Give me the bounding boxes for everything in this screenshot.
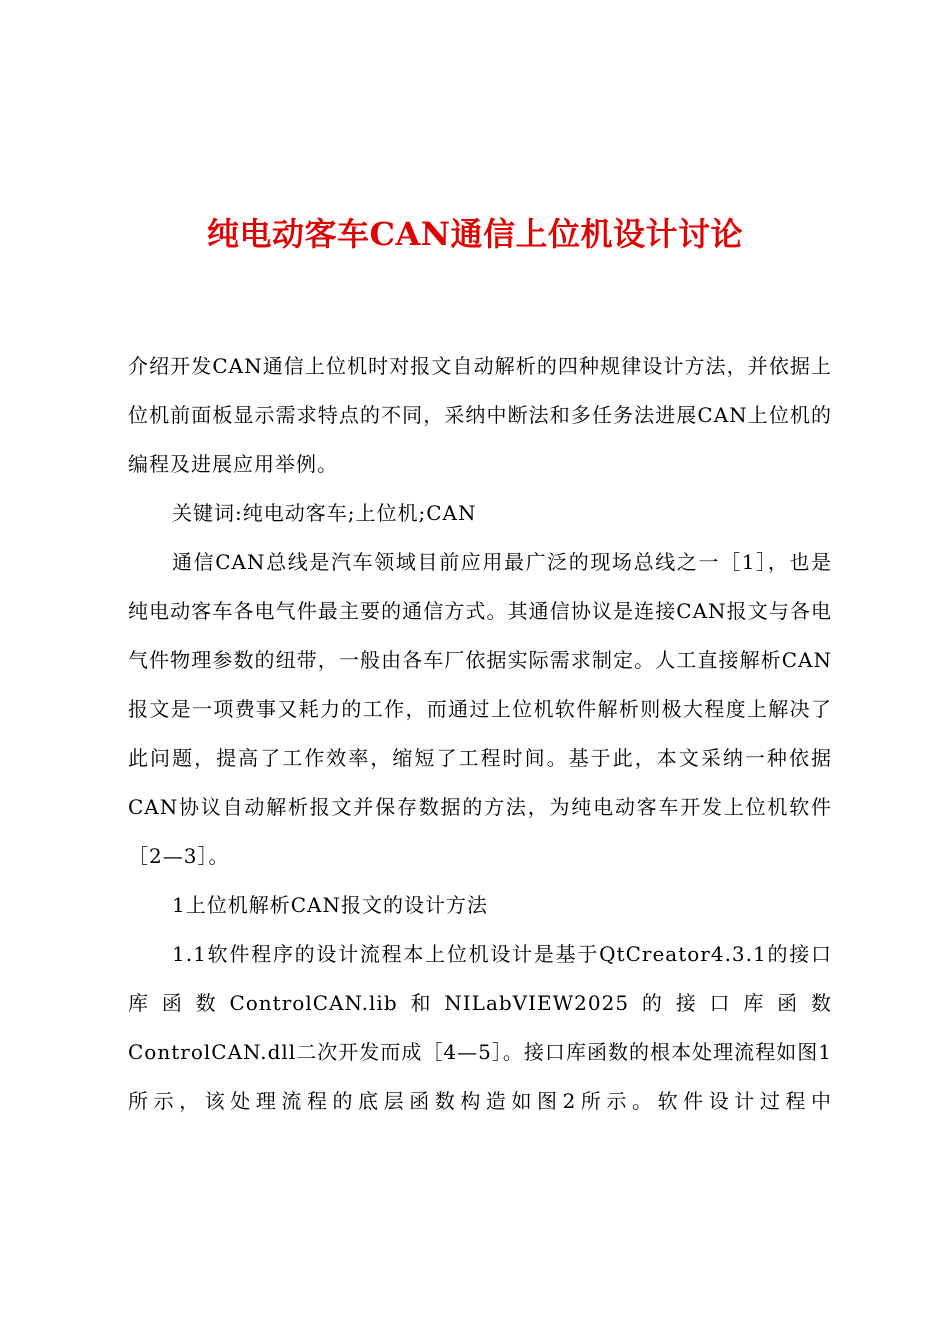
- section-heading-1: 1上位机解析CAN报文的设计方法: [172, 893, 488, 917]
- abstract-paragraph: 介绍开发CAN通信上位机时对报文自动解析的四种规律设计方法，并依据上位机前面板显示需求特点的不同，采纳中断法和多任务法进展CAN上位机的编程及进展应用举例。: [128, 354, 832, 476]
- document-title: 纯电动客车CAN通信上位机设计讨论: [206, 215, 744, 253]
- document-body: [128, 342, 832, 1126]
- keywords-paragraph: 关键词:纯电动客车;上位机;CAN: [172, 501, 477, 525]
- intro-paragraph: 通信CAN总线是汽车领域目前应用最广泛的现场总线之一［1］，也是纯电动客车各电气件最主要的通信方式。其通信协议是连接CAN报文与各电气件物理参数的纽带，一般由各车厂依据实际需求制定。人工直接解析CAN报文是一项费事又耗力的工作，而通过上位机软件解析则极大程度上解决了此问题，提高了工作效率，缩短了工程时间。基于此，本文采纳一种依据CAN协议自动解析报文并保存数据的方法，为纯电动客车开发上位机软件［2—3］。: [128, 550, 832, 868]
- section-paragraph-1-1: 1.1软件程序的设计流程本上位机设计是基于QtCreator4.3.1的接口库函数ControlCAN.lib和NILabVIEW2025的接口库函数ControlCAN.dll二次开发而成［4—5］。接口库函数的根本处理流程如图1所示，该处理流程的底层函数构造如图2所示。软件设计过程中: [128, 942, 832, 1113]
